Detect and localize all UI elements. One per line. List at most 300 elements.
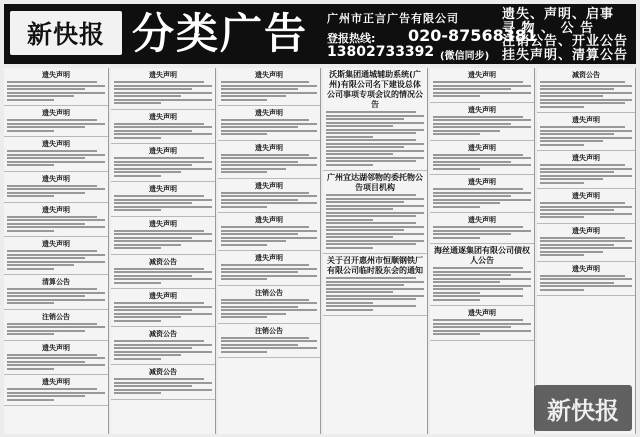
classified-ad	[430, 175, 534, 213]
ad-text-line	[7, 126, 85, 128]
ad-text-line	[540, 95, 603, 97]
ad-title: 遗失声明	[468, 143, 496, 152]
ad-text-line	[433, 164, 531, 166]
classified-ad	[4, 275, 108, 310]
ad-text-line	[326, 233, 424, 235]
ad-text-line	[114, 316, 181, 318]
ad-text-line	[433, 333, 480, 335]
ad-text-line	[114, 382, 212, 384]
ad-text-line	[540, 206, 632, 208]
ad-text-line	[114, 378, 204, 380]
ad-text-line	[326, 208, 393, 210]
ad-text-line	[7, 323, 97, 325]
ad-text-line	[326, 309, 373, 311]
ad-text-line	[114, 340, 204, 342]
ad-text-line	[7, 185, 97, 187]
ad-text-line	[433, 130, 500, 132]
ad-text-line	[326, 295, 424, 297]
ad-text-line	[114, 271, 212, 273]
classified-ad	[537, 113, 635, 151]
ad-text-line	[433, 168, 480, 170]
newspaper-watermark-logo: 新快报	[534, 385, 632, 431]
classified-ad	[537, 224, 635, 262]
ad-text-line	[540, 126, 625, 128]
ad-column-1	[4, 68, 109, 434]
ad-text-line	[540, 92, 632, 94]
ad-text-line	[221, 240, 286, 242]
ad-text-line	[221, 268, 317, 270]
ad-text-line	[7, 226, 105, 228]
classified-ad	[111, 255, 215, 290]
ad-text-line	[7, 230, 54, 232]
ad-text-line	[7, 123, 105, 125]
category-line: 寻 物 、 公 告	[502, 20, 595, 36]
ad-text-line	[326, 201, 404, 203]
ad-text-line	[326, 160, 416, 162]
ad-text-line	[114, 347, 192, 349]
ad-text-line	[221, 233, 298, 235]
ad-text-line	[326, 194, 416, 196]
ad-text-line	[114, 126, 212, 128]
ad-text-line	[221, 306, 298, 308]
ad-text-line	[326, 240, 424, 242]
ad-text-line	[221, 161, 298, 163]
ad-title: 关于召开惠州市恒顺钢铁厂有限公司临时股东会的通知	[327, 256, 423, 275]
ad-text-line	[7, 292, 105, 294]
ad-text-line	[114, 358, 161, 360]
ad-text-line	[114, 209, 161, 211]
ad-text-line	[221, 202, 317, 204]
ad-text-line	[7, 364, 105, 366]
ad-text-line	[114, 161, 212, 163]
classified-ad	[323, 68, 427, 171]
ad-text-line	[221, 316, 267, 318]
ad-title: 遗失声明	[255, 181, 283, 190]
ad-text-line	[114, 81, 204, 83]
classified-ad	[430, 244, 534, 306]
phone-note: (微信同步)	[440, 51, 490, 62]
ad-text-line	[221, 154, 309, 156]
classified-ad	[218, 286, 320, 324]
ad-text-line	[433, 271, 531, 273]
ad-text-line	[114, 244, 181, 246]
ad-text-line	[114, 237, 192, 239]
ad-title: 遗失声明	[149, 112, 177, 121]
ad-text-line	[326, 291, 393, 293]
ad-title: 遗失声明	[468, 309, 496, 317]
category-line: 挂失声明、清算公告	[502, 47, 629, 63]
ad-title: 遗失声明	[572, 226, 600, 235]
ad-text-line	[540, 99, 632, 101]
ad-text-line	[221, 199, 298, 201]
ad-text-line	[540, 278, 632, 280]
ad-title: 注销公告	[255, 326, 283, 335]
ad-text-line	[7, 157, 85, 159]
ad-text-line	[7, 302, 54, 304]
classified-ad	[430, 68, 534, 103]
ad-column-3	[218, 68, 321, 434]
ad-text-line	[540, 289, 584, 291]
classified-ad	[4, 172, 108, 203]
ad-text-line	[540, 254, 584, 256]
ad-text-line	[326, 153, 393, 155]
phone-number-mobile: 13802733392	[327, 44, 435, 60]
ad-text-line	[221, 88, 298, 90]
ad-text-line	[114, 85, 212, 87]
ad-text-line	[326, 111, 416, 113]
classified-ad	[218, 179, 320, 214]
ad-text-line	[7, 250, 97, 252]
ad-text-line	[114, 230, 204, 232]
company-name: 广州市正言广告有限公司	[327, 12, 459, 25]
ad-text-line	[433, 230, 531, 232]
ad-text-line	[326, 288, 424, 290]
newspaper-logo: 新快报	[10, 11, 122, 55]
ad-text-line	[7, 219, 105, 221]
ad-text-line	[221, 302, 317, 304]
ad-text-line	[7, 299, 105, 301]
ad-text-line	[7, 150, 97, 152]
ad-text-line	[221, 230, 317, 232]
hotline-label: 登报热线:	[327, 32, 376, 45]
classified-ad	[4, 106, 108, 137]
classified-ad	[537, 262, 635, 297]
ad-text-line	[114, 320, 161, 322]
ad-text-line	[114, 130, 192, 132]
ad-text-line	[7, 357, 105, 359]
ad-text-line	[221, 164, 317, 166]
ad-title: 遗失声明	[42, 205, 70, 214]
ad-text-line	[326, 164, 373, 166]
ad-text-line	[540, 216, 584, 218]
classified-ad	[111, 144, 215, 182]
ad-title: 遗失声明	[42, 140, 70, 148]
ad-text-line	[326, 222, 416, 224]
ad-text-line	[433, 199, 531, 201]
ad-text-line	[433, 133, 480, 135]
section-title: 分类广告	[132, 9, 309, 58]
ad-text-line	[433, 88, 511, 90]
ad-title: 注销公告	[42, 312, 70, 321]
ad-text-line	[433, 116, 523, 118]
ad-title: 遗失声明	[468, 216, 496, 224]
ad-text-line	[540, 182, 584, 184]
classified-ad	[430, 103, 534, 141]
ad-title: 清算公告	[42, 278, 70, 286]
ad-title: 遗失声明	[255, 216, 283, 224]
ad-text-line	[114, 164, 192, 166]
ad-text-line	[326, 122, 424, 124]
ad-text-line	[433, 237, 480, 239]
ad-text-line	[114, 306, 212, 308]
phone-number-primary: 020-87568381	[408, 26, 538, 45]
ad-text-line	[221, 99, 267, 101]
ad-text-line	[326, 305, 416, 307]
ad-text-line	[326, 136, 373, 138]
classified-ad	[430, 141, 534, 176]
ad-title: 减资公告	[149, 330, 177, 338]
ad-text-line	[540, 275, 625, 277]
ad-text-line	[433, 126, 531, 128]
ad-text-line	[221, 119, 309, 121]
ad-title: 遗失声明	[42, 109, 70, 117]
ad-title: 遗失声明	[42, 71, 70, 79]
ad-text-line	[540, 244, 614, 246]
ad-text-line	[433, 278, 531, 280]
classified-ad	[537, 68, 635, 113]
classified-ad	[4, 375, 108, 406]
ad-text-line	[433, 319, 523, 321]
ad-text-line	[540, 168, 632, 170]
ad-text-line	[7, 161, 105, 163]
ad-text-line	[221, 271, 298, 273]
ad-text-line	[7, 154, 105, 156]
ad-text-line	[114, 282, 161, 284]
ad-text-line	[114, 133, 212, 135]
ad-text-line	[114, 233, 212, 235]
ad-text-line	[540, 282, 614, 284]
ad-text-line	[540, 251, 603, 253]
ad-text-line	[114, 102, 161, 104]
ad-text-line	[7, 261, 105, 263]
ad-text-line	[221, 81, 309, 83]
ad-text-line	[7, 326, 105, 328]
classified-ad	[111, 289, 215, 327]
ad-text-line	[221, 244, 267, 246]
ad-text-line	[7, 99, 54, 101]
ad-text-line	[221, 171, 267, 173]
ad-text-line	[221, 299, 309, 301]
ad-text-line	[433, 192, 531, 194]
ad-text-line	[433, 119, 531, 121]
ad-text-line	[7, 88, 85, 90]
ad-text-line	[7, 164, 54, 166]
ad-title: 减资公告	[149, 368, 177, 376]
ad-text-line	[433, 299, 480, 301]
ad-text-line	[114, 88, 192, 90]
ad-title: 遗失声明	[42, 174, 70, 183]
ad-text-line	[7, 399, 54, 401]
ad-text-line	[540, 137, 632, 139]
ad-text-line	[114, 206, 212, 208]
ad-title: 广州宜达湖邻物的委托物公告项目机构	[327, 173, 423, 192]
ad-text-line	[433, 288, 523, 290]
ad-title: 遗失声明	[42, 343, 70, 352]
classified-ad	[4, 341, 108, 376]
ad-text-line	[7, 92, 105, 94]
ad-title: 遗失声明	[572, 192, 600, 200]
category-line: 注销公告、开业公告	[502, 34, 629, 49]
ad-text-line	[221, 313, 286, 315]
ad-text-line	[540, 171, 614, 173]
ad-text-line	[433, 226, 523, 228]
ad-text-line	[540, 237, 625, 239]
ad-text-line	[540, 175, 632, 177]
ad-text-line	[221, 157, 317, 159]
ad-text-line	[540, 209, 614, 211]
ad-text-line	[433, 95, 480, 97]
ad-text-line	[221, 340, 317, 342]
ad-text-line	[221, 344, 298, 346]
ad-column-5	[430, 68, 535, 434]
ad-title: 遗失声明	[255, 109, 283, 117]
ad-title: 遗失声明	[468, 105, 496, 114]
ad-text-line	[433, 274, 511, 276]
classified-ad	[323, 171, 427, 254]
ad-text-line	[7, 216, 97, 218]
ad-text-line	[7, 95, 74, 97]
ad-text-line	[326, 198, 424, 200]
ad-text-line	[326, 212, 424, 214]
ad-text-line	[114, 313, 212, 315]
ad-text-line	[114, 99, 212, 101]
ad-text-line	[7, 254, 105, 256]
ad-title: 遗失声明	[468, 71, 496, 79]
ad-title: 注销公告	[255, 288, 283, 297]
classified-ad	[111, 110, 215, 145]
ad-text-line	[326, 281, 424, 283]
ad-text-line	[114, 171, 181, 173]
ad-text-line	[433, 202, 500, 204]
ad-text-line	[433, 326, 511, 328]
ad-title: 减资公告	[149, 257, 177, 266]
ad-text-line	[221, 95, 286, 97]
ad-text-line	[114, 123, 204, 125]
ad-text-line	[221, 347, 317, 349]
ad-text-line	[221, 264, 309, 266]
ad-text-line	[540, 140, 603, 142]
ad-title: 遗失声明	[149, 219, 177, 228]
ad-column-6	[537, 68, 636, 434]
ad-text-line	[540, 88, 614, 90]
ad-text-line	[540, 178, 603, 180]
ad-text-line	[7, 188, 105, 190]
ad-text-line	[114, 240, 212, 242]
ad-text-line	[221, 309, 317, 311]
ad-text-line	[433, 281, 500, 283]
ad-text-line	[114, 392, 161, 394]
ad-text-line	[221, 237, 317, 239]
ad-text-line	[7, 195, 54, 197]
ad-text-line	[326, 129, 424, 131]
ad-text-line	[540, 133, 614, 135]
ad-text-line	[221, 130, 317, 132]
ad-text-line	[326, 243, 416, 245]
ad-title: 遗失声明	[42, 240, 70, 248]
ad-text-line	[326, 115, 424, 117]
ad-text-line	[540, 130, 632, 132]
ad-text-line	[433, 188, 523, 190]
ad-text-line	[7, 223, 85, 225]
classified-ad	[430, 213, 534, 244]
classified-ad	[111, 68, 215, 110]
ad-text-line	[221, 226, 309, 228]
category-line: 遗失、声明、启事	[502, 7, 615, 22]
ad-text-line	[114, 195, 204, 197]
ad-text-line	[114, 95, 181, 97]
ad-text-line	[221, 337, 309, 339]
ad-text-line	[540, 247, 632, 249]
ad-text-line	[326, 247, 373, 249]
ad-text-line	[326, 298, 416, 300]
ad-text-line	[7, 81, 97, 83]
ad-text-line	[326, 229, 404, 231]
ad-text-line	[326, 125, 393, 127]
ad-text-line	[114, 168, 212, 170]
classified-ad	[218, 68, 320, 106]
ad-text-line	[326, 302, 373, 304]
ad-text-line	[221, 206, 267, 208]
ad-text-line	[7, 368, 54, 370]
ad-text-line	[114, 344, 212, 346]
ad-text-line	[433, 154, 523, 156]
ad-text-line	[7, 264, 74, 266]
ad-text-line	[221, 126, 298, 128]
ad-text-line	[540, 106, 584, 108]
ad-text-line	[540, 202, 625, 204]
ad-text-line	[7, 395, 85, 397]
ad-text-line	[221, 133, 267, 135]
ad-title: 海丝通逐集团有限公司债权人公告	[434, 246, 530, 265]
ad-text-line	[326, 139, 416, 141]
ad-text-line	[326, 150, 424, 152]
ad-text-line	[7, 388, 97, 390]
ad-text-line	[7, 257, 85, 259]
ad-text-line	[433, 323, 531, 325]
ad-text-line	[221, 192, 309, 194]
ad-text-line	[540, 213, 632, 215]
ad-text-line	[7, 361, 85, 363]
classified-ad	[218, 213, 320, 251]
ad-text-line	[7, 85, 105, 87]
ad-text-line	[326, 226, 424, 228]
ad-title: 遗失声明	[149, 292, 177, 300]
ad-text-line	[114, 275, 192, 277]
classified-ad	[218, 106, 320, 141]
classified-ad	[4, 237, 108, 275]
ad-text-line	[433, 123, 511, 125]
classified-ad	[4, 137, 108, 172]
ad-text-line	[114, 354, 181, 356]
ad-text-line	[540, 164, 625, 166]
classified-ad	[111, 217, 215, 255]
ad-text-line	[7, 330, 85, 332]
ad-text-line	[433, 267, 523, 269]
ad-text-line	[433, 285, 531, 287]
ad-text-line	[114, 157, 204, 159]
ad-text-line	[114, 202, 192, 204]
ad-text-line	[326, 215, 416, 217]
ad-text-line	[433, 81, 523, 83]
ad-text-line	[114, 309, 192, 311]
ad-text-line	[433, 233, 511, 235]
ad-text-line	[221, 351, 267, 353]
ad-text-line	[114, 351, 212, 353]
ad-text-line	[326, 205, 424, 207]
classified-ad	[430, 306, 534, 341]
ad-text-line	[433, 85, 531, 87]
ad-text-line	[326, 132, 416, 134]
ad-text-line	[326, 277, 416, 279]
ad-text-line	[326, 143, 424, 145]
ad-column-4	[323, 68, 428, 434]
ad-text-line	[114, 278, 212, 280]
ad-title: 遗失声明	[255, 254, 283, 262]
ad-column-2	[111, 68, 216, 434]
classified-ad	[111, 182, 215, 217]
ad-text-line	[7, 392, 105, 394]
ad-title: 遗失声明	[468, 178, 496, 186]
